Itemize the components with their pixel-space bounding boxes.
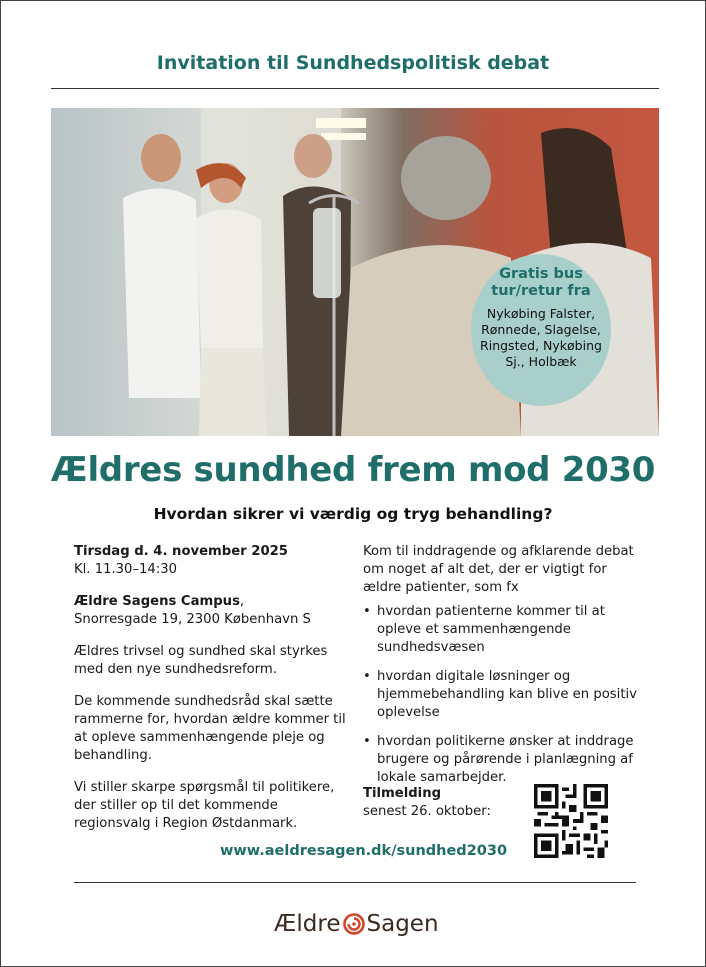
paragraph-3: Vi stiller skarpe spørgsmål til politikere, der stiller op til det kommende regionsvalg i Region Østdanmark.: [74, 780, 335, 831]
spiral-logo-icon: [343, 913, 365, 935]
logo-text-left: Ældre: [274, 911, 341, 937]
sub-headline: Hvordan sikrer vi værdig og tryg behandling?: [153, 505, 553, 523]
venue-name: Ældre Sagens Campus: [74, 594, 240, 609]
invitation-title: Invitation til Sundhedspolitisk debat: [156, 52, 550, 74]
registration-label: Tilmelding: [363, 786, 442, 801]
top-divider: [51, 88, 659, 89]
free-bus-badge: [471, 254, 611, 406]
registration-deadline: senest 26. oktober:: [363, 804, 491, 819]
badge-title: Gratis bus tur/retur fra: [491, 266, 591, 299]
bottom-divider: [74, 882, 636, 883]
paragraph-1: Ældres trivsel og sundhed skal styrkes med den nye sundhedsreform.: [74, 644, 328, 677]
left-column: [74, 543, 349, 847]
topic-item: • hvordan politikerne ønsker at inddrage brugere og pårørende i planlægning af lokale samarbejder.: [363, 733, 648, 787]
right-column: [363, 543, 648, 798]
topic-item: • hvordan digitale løsninger og hjemmebehandling kan blive en positiv oplevelse: [363, 668, 648, 722]
paragraph-2: De kommende sundhedsråd skal sætte rammerne for, hvordan ældre kommer til at opleve sammenhængende pleje og behandling.: [74, 694, 346, 763]
logo-text-right: Sagen: [366, 911, 439, 937]
event-time: Kl. 11.30–14:30: [74, 562, 178, 577]
qr-code[interactable]: [534, 784, 608, 858]
topic-item: • hvordan patienterne kommer til at opleve et sammenhængende sundhedsvæsen: [363, 603, 648, 657]
aeldre-sagen-logo: [274, 908, 439, 940]
registration: [363, 785, 491, 821]
venue-address: Snorresgade 19, 2300 København S: [74, 612, 311, 627]
venue-comma: ,: [239, 594, 245, 609]
event-url-link[interactable]: www.aeldresagen.dk/sundhed2030: [220, 843, 508, 859]
event-date: Tirsdag d. 4. november 2025: [74, 544, 288, 559]
topic-list: [363, 603, 648, 787]
badge-places: Nykøbing Falster, Rønnede, Slagelse, Ringsted, Nykøbing Sj., Holbæk: [480, 306, 602, 369]
main-headline: Ældres sundhed frem mod 2030: [50, 450, 656, 490]
intro-text: Kom til inddragende og afklarende debat om noget af alt det, der er vigtigt for ældre patienter, som fx: [363, 544, 634, 595]
